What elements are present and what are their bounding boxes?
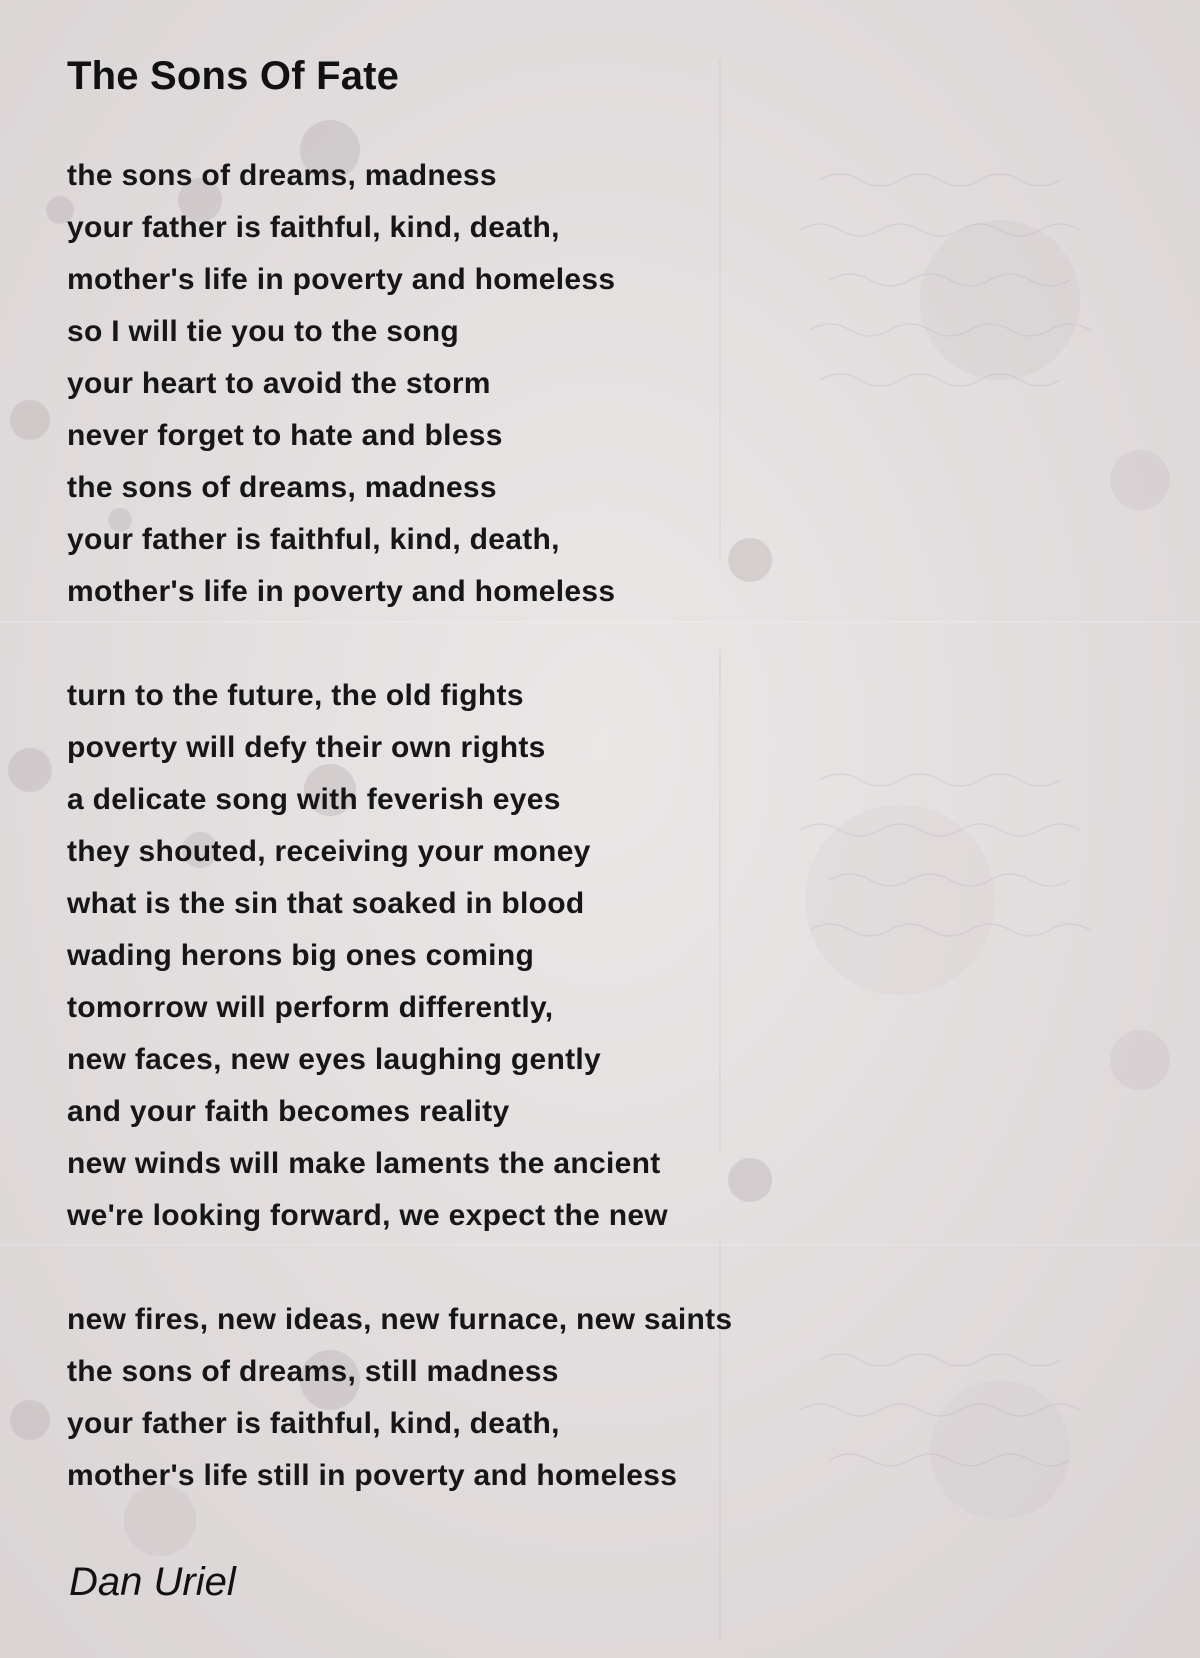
poem-line: the sons of dreams, still madness xyxy=(67,1355,559,1388)
poem-author: Dan Uriel xyxy=(69,1560,236,1604)
poem-line: the sons of dreams, madness xyxy=(67,471,497,504)
poem-line: poverty will defy their own rights xyxy=(67,731,546,764)
poem-line: we're looking forward, we expect the new xyxy=(67,1199,668,1232)
poem-line: what is the sin that soaked in blood xyxy=(67,887,585,920)
poem-line: new faces, new eyes laughing gently xyxy=(67,1043,601,1076)
poem-body xyxy=(67,150,1147,1554)
poem-line: and your faith becomes reality xyxy=(67,1095,510,1128)
stanza xyxy=(67,150,1147,618)
poem-line: your heart to avoid the storm xyxy=(67,367,491,400)
poem-line: your father is faithful, kind, death, xyxy=(67,1407,560,1440)
poem-line: the sons of dreams, madness xyxy=(67,159,497,192)
poem-line: mother's life still in poverty and homeless xyxy=(67,1459,678,1492)
stanza xyxy=(67,1294,1147,1502)
poem-line: turn to the future, the old fights xyxy=(67,679,524,712)
poem-line: they shouted, receiving your money xyxy=(67,835,591,868)
poem-line: so I will tie you to the song xyxy=(67,315,460,348)
poem-line: new fires, new ideas, new furnace, new saints xyxy=(67,1303,733,1336)
poem-line: wading herons big ones coming xyxy=(67,939,535,972)
poem-line: mother's life in poverty and homeless xyxy=(67,263,616,296)
poem-line: a delicate song with feverish eyes xyxy=(67,783,561,816)
poem-line: mother's life in poverty and homeless xyxy=(67,575,616,608)
poem-line: your father is faithful, kind, death, xyxy=(67,523,560,556)
poem-line: new winds will make laments the ancient xyxy=(67,1147,661,1180)
poem-title: The Sons Of Fate xyxy=(67,54,400,98)
poem-line: never forget to hate and bless xyxy=(67,419,503,452)
stanza xyxy=(67,670,1147,1242)
poem-line: your father is faithful, kind, death, xyxy=(67,211,560,244)
poem-line: tomorrow will perform differently, xyxy=(67,991,554,1024)
